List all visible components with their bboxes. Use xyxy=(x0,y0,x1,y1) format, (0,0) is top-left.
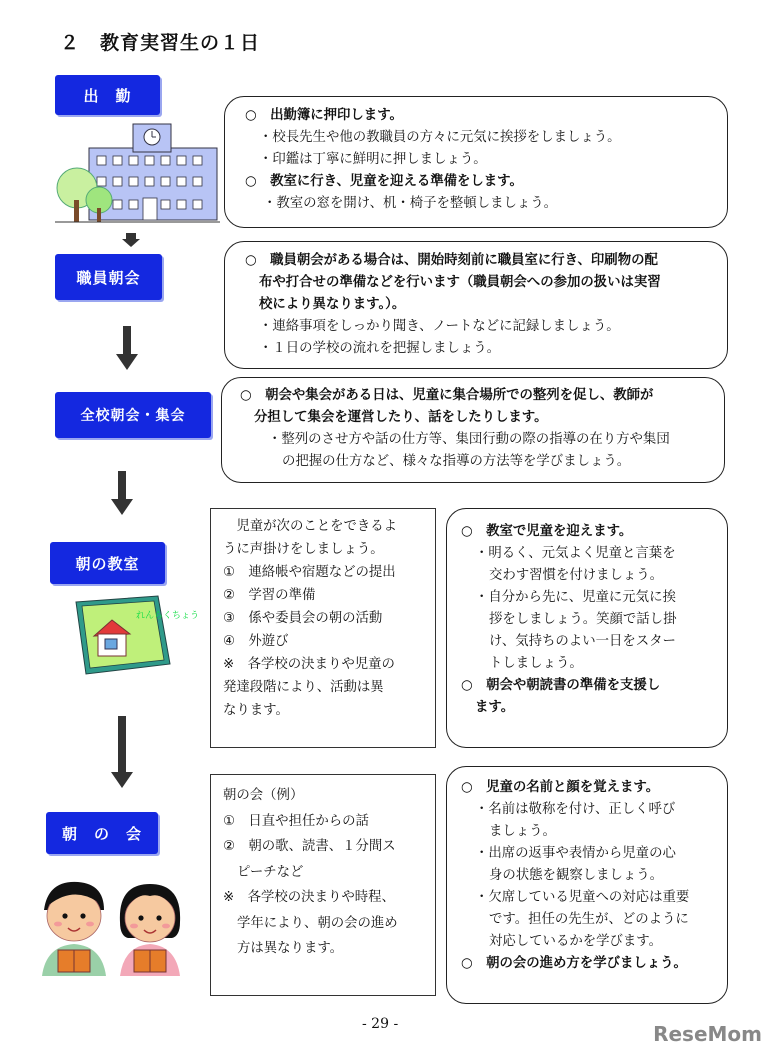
morning-class-line-7: トしましょう。 xyxy=(489,656,583,671)
staff-meeting-line-4: ・連絡事項をしっかり聞き、ノートなどに記録しましょう。 xyxy=(259,319,620,334)
page-number: - 29 - xyxy=(362,1016,399,1032)
morning-class-line-6: け、気持ちのよい一日をスター xyxy=(489,634,676,649)
morning-meeting-line-4: ・出席の返事や表情から児童の心 xyxy=(475,846,676,861)
morning-meeting-note-6: 学年により、朝の会の進め xyxy=(237,915,398,931)
morning-meeting-line-7: です。担任の先生が、どのように xyxy=(489,912,689,927)
attendance-line-1: ○ 出勤簿に押印します。 xyxy=(245,108,403,123)
morning-class-line-8: ○ 朝会や朝読書の準備を支援し xyxy=(461,678,661,693)
morning-meeting-note-box xyxy=(210,774,436,996)
assembly-line-3: ・整列のさせ方や話の仕方等、集団行動の際の指導の在り方や集団 xyxy=(268,432,670,447)
notebook-text: れんらくちょう xyxy=(136,611,200,621)
morning-class-note-2: うに声掛けをしましょう。 xyxy=(223,542,384,557)
morning-meeting-note-3: ② 朝の歌、読書、１分間ス xyxy=(223,839,396,854)
section-label-morning-class: 朝の教室 xyxy=(50,542,165,584)
morning-class-note-6: ④ 外遊び xyxy=(223,634,289,649)
staff-meeting-line-2: 布や打合せの準備などを行います（職員朝会への参加の扱いは実習 xyxy=(259,275,661,290)
morning-meeting-note-4: ピーチなど xyxy=(237,864,304,880)
morning-class-note-box xyxy=(210,508,436,748)
assembly-line-2: 分担して集会を運営したり、話をしたりします。 xyxy=(254,410,548,425)
morning-class-line-5: 拶をしましょう。笑顔で話し掛 xyxy=(489,612,677,627)
flow-arrow-1 xyxy=(122,232,140,251)
morning-class-note-7: ※ 各学校の決まりや児童の xyxy=(223,657,395,672)
morning-meeting-line-3: ましょう。 xyxy=(489,824,556,839)
section-label-morning-meeting: 朝 の 会 xyxy=(46,812,158,854)
flow-arrow-4 xyxy=(110,716,134,792)
children-reading-illustration xyxy=(38,876,188,976)
contact-notebook-illustration xyxy=(74,594,200,678)
morning-meeting-line-6: ・欠席している児童への対応は重要 xyxy=(475,890,690,905)
morning-class-note-9: なります。 xyxy=(223,703,289,718)
morning-class-note-5: ③ 係や委員会の朝の活動 xyxy=(223,611,383,626)
staff-meeting-box xyxy=(224,241,728,369)
morning-meeting-note-2: ① 日直や担任からの話 xyxy=(223,813,369,829)
section-label-staff-meeting: 職員朝会 xyxy=(55,254,162,300)
morning-meeting-line-9: ○ 朝の会の進め方を学びましょう。 xyxy=(461,956,687,971)
assembly-line-1: ○ 朝会や集会がある日は、児童に集合場所での整列を促し、教師が xyxy=(240,388,654,403)
morning-class-line-1: ○ 教室で児童を迎えます。 xyxy=(461,524,633,539)
morning-meeting-note-1: 朝の会（例） xyxy=(223,788,304,803)
morning-class-line-3: 交わす習慣を付けましょう。 xyxy=(489,568,664,583)
section-label-attendance: 出 勤 xyxy=(55,75,160,115)
morning-class-note-3: ① 連絡帳や宿題などの提出 xyxy=(223,565,396,580)
assembly-box xyxy=(221,377,725,483)
morning-class-line-9: ます。 xyxy=(475,700,515,715)
flow-arrow-2 xyxy=(115,326,139,374)
page-title: ２ 教育実習生の１日 xyxy=(60,32,261,54)
section-label-assembly: 全校朝会・集会 xyxy=(55,392,211,438)
morning-meeting-line-1: ○ 児童の名前と顔を覚えます。 xyxy=(461,780,660,795)
school-building-illustration xyxy=(55,120,220,228)
morning-class-note-8: 発達段階により、活動は異 xyxy=(223,680,384,695)
attendance-box xyxy=(224,96,728,228)
morning-class-box xyxy=(446,508,728,748)
morning-meeting-note-7: 方は異なります。 xyxy=(237,941,344,956)
staff-meeting-line-3: 校により異なります。）。 xyxy=(259,297,406,312)
staff-meeting-line-5: ・１日の学校の流れを把握しましょう。 xyxy=(259,341,501,356)
morning-meeting-note-5: ※ 各学校の決まりや時程、 xyxy=(223,890,395,905)
attendance-line-2: ・校長先生や他の教職員の方々に元気に挨拶をしましょう。 xyxy=(259,130,621,145)
morning-meeting-line-2: ・名前は敬称を付け、正しく呼び xyxy=(475,802,676,817)
attendance-line-4: ○ 教室に行き、児童を迎える準備をします。 xyxy=(245,174,523,189)
attendance-line-5: ・教室の窓を開け、机・椅子を整頓しましょう。 xyxy=(263,196,558,211)
morning-meeting-line-5: 身の状態を観察しましょう。 xyxy=(489,868,664,883)
morning-class-line-4: ・自分から先に、児童に元気に挨 xyxy=(475,590,676,605)
assembly-line-4: の把握の仕方など、様々な指導の方法等を学びましょう。 xyxy=(282,454,631,469)
morning-class-note-4: ② 学習の準備 xyxy=(223,588,316,603)
morning-class-note-1: 児童が次のことをできるよ xyxy=(223,519,398,534)
morning-class-line-2: ・明るく、元気よく児童と言葉を xyxy=(475,546,676,561)
morning-meeting-line-8: 対応しているかを学びます。 xyxy=(489,934,663,949)
watermark-logo: ReseMom xyxy=(653,1022,762,1046)
staff-meeting-line-1: ○ 職員朝会がある場合は、開始時刻前に職員室に行き、印刷物の配 xyxy=(245,253,658,268)
flow-arrow-3 xyxy=(110,471,134,519)
attendance-line-3: ・印鑑は丁寧に鮮明に押しましょう。 xyxy=(259,152,487,167)
morning-meeting-box xyxy=(446,766,728,1004)
